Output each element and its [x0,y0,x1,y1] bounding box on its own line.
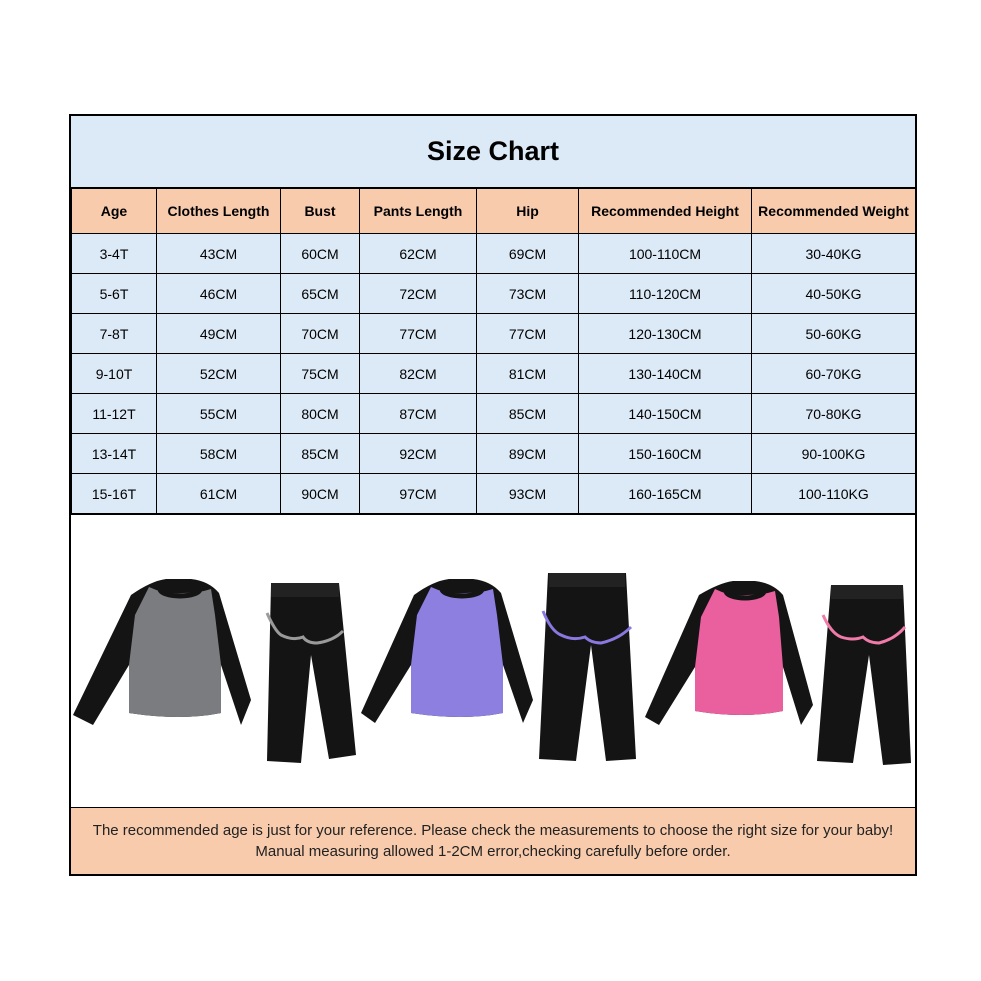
table-cell: 61CM [157,474,281,514]
page-title: Size Chart [426,136,560,166]
table-cell: 9-10T [72,354,157,394]
table-cell: 70CM [281,314,360,354]
table-cell: 7-8T [72,314,157,354]
table-cell: 13-14T [72,434,157,474]
pink-shirt-image [645,581,813,725]
table-cell: 30-40KG [752,234,916,274]
pink-pants-image [817,585,911,765]
table-cell: 40-50KG [752,274,916,314]
col-header-hip: Hip [477,189,579,234]
table-cell: 150-160CM [579,434,752,474]
size-note [71,807,915,874]
table-cell: 90CM [281,474,360,514]
table-cell: 93CM [477,474,579,514]
size-table [71,188,916,514]
table-cell: 50-60KG [752,314,916,354]
table-cell: 82CM [360,354,477,394]
gray-shirt-image [73,579,251,725]
col-header-age: Age [72,189,157,234]
table-row [72,274,916,314]
col-header-clothes-length: Clothes Length [157,189,281,234]
table-row [72,314,916,354]
table-cell: 3-4T [72,234,157,274]
table-cell: 89CM [477,434,579,474]
table-cell: 120-130CM [579,314,752,354]
table-cell: 75CM [281,354,360,394]
table-cell: 92CM [360,434,477,474]
table-cell: 130-140CM [579,354,752,394]
table-cell: 58CM [157,434,281,474]
table-cell: 100-110KG [752,474,916,514]
col-header-recommended-weight: Recommended Weight [752,189,916,234]
table-cell: 81CM [477,354,579,394]
table-cell: 87CM [360,394,477,434]
gray-pants-image [267,583,356,763]
table-cell: 62CM [360,234,477,274]
table-cell: 85CM [477,394,579,434]
table-cell: 43CM [157,234,281,274]
table-cell: 77CM [360,314,477,354]
table-row [72,234,916,274]
table-cell: 60CM [281,234,360,274]
table-cell: 69CM [477,234,579,274]
purple-pants-image [539,573,636,761]
header-row [72,189,916,234]
table-cell: 80CM [281,394,360,434]
table-row [72,394,916,434]
note-line-1: The recommended age is just for your reference. Please check the measurements to choose the right size for your baby! [92,822,894,839]
table-cell: 52CM [157,354,281,394]
table-cell: 46CM [157,274,281,314]
purple-shirt-image [361,579,533,723]
col-header-bust: Bust [281,189,360,234]
table-cell: 49CM [157,314,281,354]
col-header-pants-length: Pants Length [360,189,477,234]
col-header-recommended-height: Recommended Height [579,189,752,234]
product-photos [71,514,915,808]
table-cell: 72CM [360,274,477,314]
table-cell: 70-80KG [752,394,916,434]
table-cell: 100-110CM [579,234,752,274]
table-cell: 97CM [360,474,477,514]
table-cell: 15-16T [72,474,157,514]
table-row [72,474,916,514]
table-row [72,354,916,394]
product-illustration [71,515,915,808]
table-cell: 5-6T [72,274,157,314]
table-cell: 60-70KG [752,354,916,394]
table-cell: 160-165CM [579,474,752,514]
table-cell: 55CM [157,394,281,434]
table-cell: 11-12T [72,394,157,434]
table-cell: 65CM [281,274,360,314]
table-cell: 77CM [477,314,579,354]
title-bar [71,116,915,188]
table-cell: 140-150CM [579,394,752,434]
table-cell: 110-120CM [579,274,752,314]
table-cell: 85CM [281,434,360,474]
table-cell: 90-100KG [752,434,916,474]
table-cell: 73CM [477,274,579,314]
size-chart [69,114,917,876]
table-row [72,434,916,474]
note-line-2: Manual measuring allowed 1-2CM error,checking carefully before order. [255,843,731,860]
